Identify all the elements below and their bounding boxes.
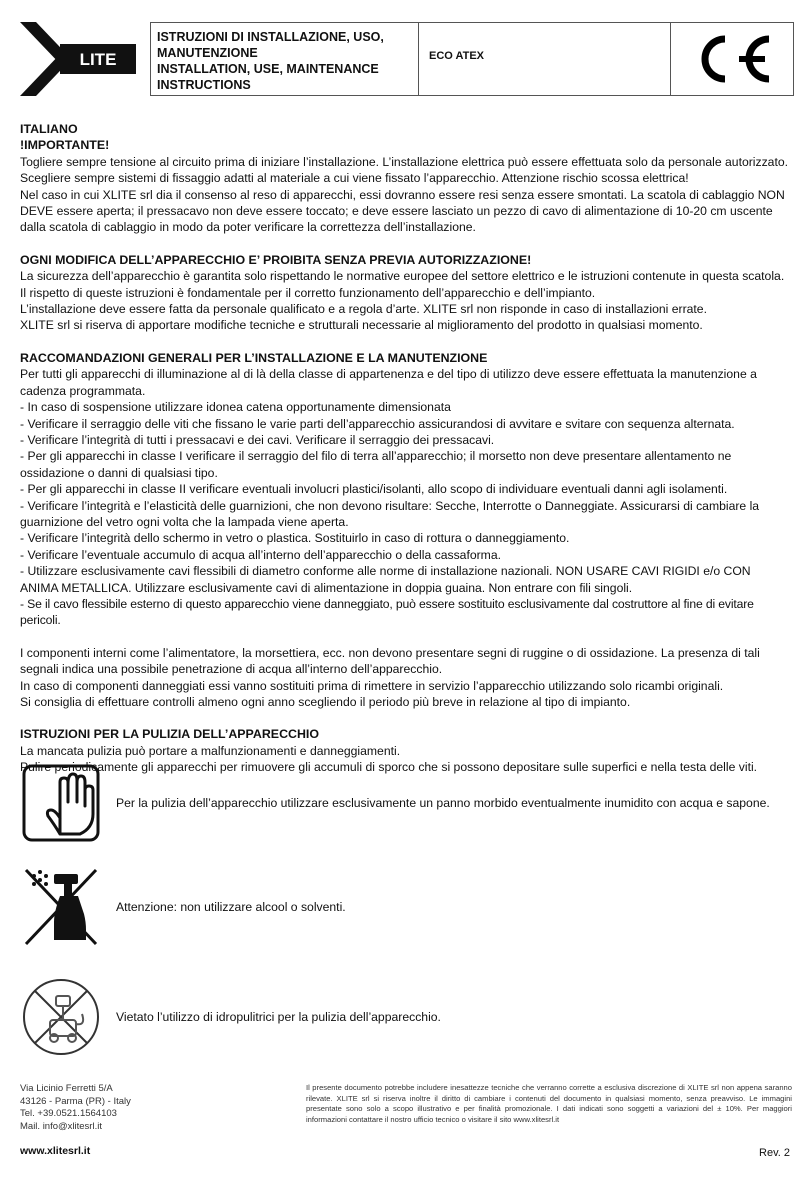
- important-heading: !IMPORTANTE!: [20, 138, 110, 153]
- no-pressure-washer-icon: [20, 976, 102, 1058]
- header-table: [150, 22, 794, 96]
- paragraph-line: Il rispetto di queste istruzioni è fondamentale per il corretto funzionamento dell’apparecchio e dell’impianto.: [20, 285, 596, 300]
- paragraph-line: Per tutti gli apparecchi di illuminazione al di là della classe di appartenenza e del tipo di utilizzo deve essere effettuata la manutenzione a: [20, 367, 757, 382]
- no-spray-icon: [20, 866, 102, 948]
- ce-mark-icon: [671, 23, 793, 95]
- paragraph-line: La mancata pulizia può portare a malfunzionamenti e danneggiamenti.: [20, 743, 401, 758]
- paragraph-line: - Verificare l’integrità dello schermo in vetro o plastica. Sostituirlo in caso di rottura o danneggiamento.: [20, 531, 570, 546]
- document-header: [20, 22, 792, 96]
- paragraph-line: XLITE srl si riserva di apportare modifiche tecniche e strutturali necessarie al miglioramento del prodotto in qualsiasi momento.: [20, 318, 703, 333]
- paragraph-line: segnali indica una possibile penetrazione di acqua all’interno dell’apparecchio.: [20, 662, 443, 677]
- paragraph-line: Si consiglia di effettuare controlli almeno ogni anno scegliendo il periodo più breve in relazione al tipo di impianto.: [20, 695, 631, 709]
- paragraph-line: dalla scatola di cablaggio in modo da poter verificare la correttezza dell’installazione.: [20, 220, 476, 235]
- paragraph-line: Togliere sempre tensione al circuito prima di iniziare l’installazione. L’installazione elettrica può essere effettuata solo da personale autorizzato.: [20, 154, 789, 169]
- revision-label: Rev. 2: [759, 1147, 790, 1159]
- paragraph-line: cadenza programmata.: [20, 383, 146, 398]
- cleaning-item: [20, 866, 346, 948]
- paragraph-line: - Verificare il serraggio delle viti che fissano le varie parti dell’apparecchio assicurandosi di avvitare e svitare con sequenza alternata.: [20, 416, 735, 431]
- general-heading: RACCOMANDAZIONI GENERALI PER L’INSTALLAZIONE E LA MANUTENZIONE: [20, 350, 488, 365]
- paragraph-line: - Verificare l’eventuale accumulo di acqua all’interno dell’apparecchio o della cassaforma.: [20, 547, 501, 562]
- paragraph-line: Scegliere sempre sistemi di fissaggio adatti al materiale a cui viene fissato l’apparecchio. Attenzione rischio scossa elettrica!: [20, 171, 689, 186]
- document-title: ISTRUZIONI DI INSTALLAZIONE, USO, MANUTENZIONE INSTALLATION, USE, MAINTENANCE INSTRUCTIONS: [151, 23, 419, 95]
- cleaning-text: Vietato l’utilizzo di idropulitrici per la pulizia dell’apparecchio.: [116, 1010, 441, 1024]
- logo-text: LITE: [79, 50, 117, 69]
- paragraph-line: - Per gli apparecchi in classe I verificare il serraggio del filo di terra all’apparecchio; il morsetto non deve presentare allentamento ne: [20, 449, 732, 464]
- paragraph-line: ossidazione o danni di qualsiasi tipo.: [20, 465, 218, 480]
- paragraph-line: Nel caso in cui XLITE srl dia il consenso al reso di apparecchi, essi dovranno essere resi senza essere smontati. La scatola di cablaggio NON: [20, 187, 785, 202]
- company-address: Via Licinio Ferretti 5/A 43126 - Parma (PR) - Italy Tel. +39.0521.1564103 Mail. info@xlitesrl.it: [20, 1083, 131, 1132]
- paragraph-line: La sicurezza dell’apparecchio è garantita solo rispettando le normative europee del settore elettrico e le istruzioni contenute in questa scatola.: [20, 269, 785, 284]
- paragraph-line: In caso di componenti danneggiati essi vanno sostituiti prima di rimettere in servizio l’apparecchio utilizzando solo ricambi originali.: [20, 678, 724, 693]
- paragraph-line: - Se il cavo flessibile esterno di questo apparecchio viene danneggiato, può essere sostituito esclusivamente dal costruttore al fine di evitare pericoli.: [20, 596, 754, 628]
- paragraph-line: L’installazione deve essere fatta da personale qualificato e a regola d’arte. XLITE srl non risponde in caso di installazioni errate.: [20, 302, 707, 317]
- paragraph-line: - Utilizzare esclusivamente cavi flessibili di diametro conforme alle norme di installazione nazionali. NON USARE CAVI RIGIDI e/o CON: [20, 564, 751, 579]
- xlite-logo: [20, 22, 136, 96]
- legal-disclaimer: Il presente documento potrebbe includere inesattezze tecniche che verranno corrette a esclusiva discrezione di XLITE srl non appena saranno rilevate. XLITE srl si riserva inoltre il diritto di cambiare i contenuti del documento in qualsiasi momento, senza preavviso. Le immagini presentate sono solo a scopo illustrativo e per finalità promozionale. I dati indicati sono soggetti a variazioni del ± 10%. Per maggiori informazioni contattare il nostro ufficio tecnico o visitare il sito www.xlitesrl.it: [306, 1083, 792, 1124]
- paragraph-line: DEVE essere aperta; il pressacavo non deve essere toccato; e deve essere lasciato un pezzo di cavo di alimentazione di 10-20 cm uscente: [20, 204, 773, 219]
- cleaning-item: [20, 976, 441, 1058]
- paragraph-line: - Verificare l’integrità di tutti i pressacavi e dei cavi. Verificare il serraggio dei pressacavi.: [20, 432, 495, 447]
- paragraph-line: - In caso di sospensione utilizzare idonea catena opportunamente dimensionata: [20, 400, 451, 415]
- cleaning-text: Attenzione: non utilizzare alcool o solventi.: [116, 900, 346, 914]
- website-link[interactable]: www.xlitesrl.it: [20, 1145, 91, 1157]
- instructions-body: [20, 121, 792, 776]
- cleaning-text: Per la pulizia dell’apparecchio utilizzare esclusivamente un panno morbido eventualmente inumidito con acqua e sapone.: [116, 796, 770, 810]
- paragraph-line: - Per gli apparecchi in classe II verificare eventuali involucri plastici/isolanti, allo scopo di individuare eventuali danni agli isolamenti.: [20, 482, 728, 497]
- language-heading: ITALIANO: [20, 122, 78, 136]
- paragraph-line: guarnizione del vetro ogni volta che la lampada viene aperta.: [20, 514, 349, 529]
- paragraph-line: Pulire periodicamente gli apparecchi per rimuovere gli accumuli di sporco che si possono depositare sulle superfici e nella testa delle viti.: [20, 760, 758, 775]
- prohibited-heading: OGNI MODIFICA DELL’APPARECCHIO E’ PROIBITA SENZA PREVIA AUTORIZZAZIONE!: [20, 252, 532, 267]
- hand-cloth-icon: [20, 762, 102, 844]
- paragraph-line: I componenti interni come l’alimentatore, la morsettiera, ecc. non devono presentare segni di ruggine o di ossidazione. La presenza di tali: [20, 645, 760, 660]
- paragraph-line: - Verificare l’integrità e l’elasticità delle guarnizioni, che non devono risultare: Secche, Interrotte o Danneggiate. Assicurarsi di cambiare la: [20, 498, 760, 513]
- paragraph-line: ANIMA METALLICA. Utilizzare esclusivamente cavi di alimentazione in doppia guaina. Non entrare con fili singoli.: [20, 580, 633, 595]
- product-name: ECO ATEX: [419, 23, 671, 95]
- cleaning-heading: ISTRUZIONI PER LA PULIZIA DELL’APPARECCHIO: [20, 727, 319, 742]
